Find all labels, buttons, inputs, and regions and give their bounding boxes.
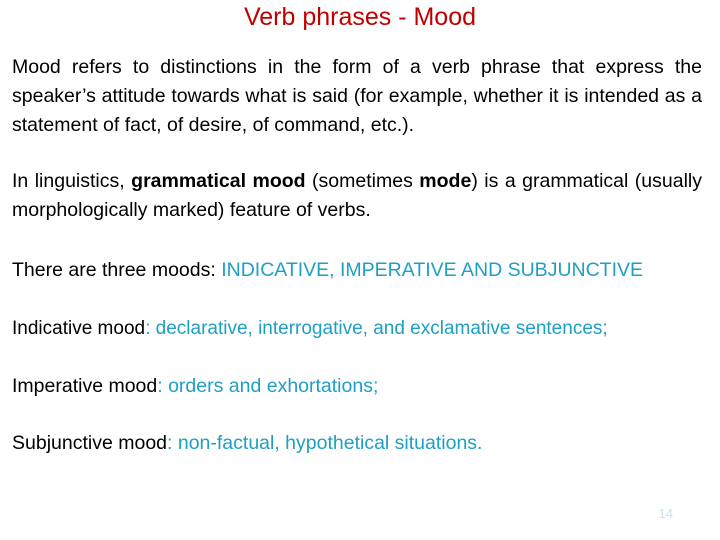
imperative-mood-line [12,372,702,401]
three-moods-line [12,256,702,285]
mood-label: Subjunctive mood [12,432,168,454]
mood-separator: : [145,318,156,339]
subjunctive-mood-line [12,429,702,458]
mood-separator: : [157,375,169,397]
three-moods-list: INDICATIVE, IMPERATIVE AND SUBJUNCTIVE [221,259,644,281]
grammatical-mood-paragraph [12,167,702,225]
grammatical-mood-term: grammatical mood [131,170,306,192]
mood-description: orders and exhortations; [168,375,379,397]
mood-label: Indicative mood [12,318,146,339]
three-moods-label: There are three moods: [12,259,222,281]
slide-title: Verb phrases - Mood [243,3,477,31]
para-text: In linguistics, [12,170,132,192]
indicative-mood-line [12,314,720,343]
para-text: ) is a grammatical (usually morphologically marked) feature of verbs. [12,170,702,221]
mood-description: non-factual, hypothetical situations. [177,432,483,454]
mood-definition-paragraph: Mood refers to distinctions in the form of a verb phrase that express the speaker’s attitude towards what is said (for example, whether it is intended as a statement of fact, of desire, of command, etc.). [12,56,702,136]
slide-number: 14 [658,506,673,521]
mode-term: mode [419,170,472,192]
mood-label: Imperative mood [12,375,158,397]
mood-separator: : [167,432,178,454]
mood-description: declarative, interrogative, and exclamative sentences; [155,318,608,339]
para-text: (sometimes [305,170,420,192]
